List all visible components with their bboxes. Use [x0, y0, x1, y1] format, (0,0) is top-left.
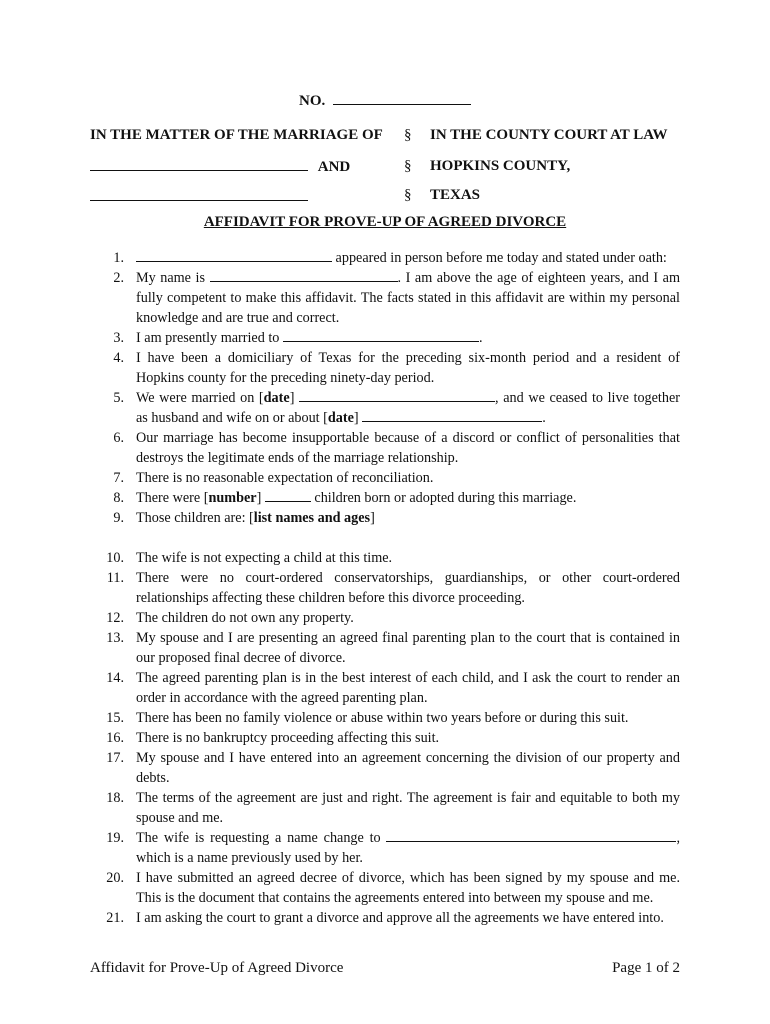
case-number [0, 92, 770, 110]
caption-left-3 [90, 188, 308, 206]
item-number: 5. [113, 390, 124, 406]
item-number: 21. [106, 910, 124, 926]
item-number: 3. [113, 330, 124, 346]
item-text: Those children are: [ [136, 510, 254, 526]
item-text: The agreed parenting plan is in the best interest of each child, and I ask the court to render an order in accordance with the agreed parenting plan. [136, 670, 680, 706]
affiant-name-blank[interactable] [136, 249, 332, 262]
list-item [0, 488, 770, 508]
caption-right-2: HOPKINS COUNTY, [430, 158, 571, 174]
item-number: 1. [113, 250, 124, 266]
list-item [0, 508, 770, 528]
marriage-date-blank[interactable] [299, 389, 495, 402]
document-title: AFFIDAVIT FOR PROVE-UP OF AGREED DIVORCE [203, 214, 567, 230]
list-item [0, 668, 770, 708]
list-item [0, 548, 770, 568]
item-number: 19. [106, 830, 124, 846]
item-number: 20. [106, 870, 124, 886]
item-text: , and we ceased to live together as husband and wife on or about [ [136, 390, 680, 426]
item-text: There is no reasonable expectation of reconciliation. [136, 470, 434, 486]
affidavit-statements [0, 248, 770, 928]
item-text: . I am above the age of eighteen years, and I am fully competent to make this affidavit. The facts stated in this affidavit are within my personal knowledge and are true and correct. [136, 270, 680, 326]
caption-right-3: TEXAS [430, 187, 481, 203]
list-item [0, 628, 770, 668]
item-number: 18. [106, 790, 124, 806]
list-item [0, 868, 770, 908]
item-number: 7. [113, 470, 124, 486]
item-text: I am asking the court to grant a divorce and approve all the agreements we have entered into. [136, 910, 664, 926]
item-number: 8. [113, 490, 124, 506]
list-item [0, 828, 770, 868]
item-number: 14. [106, 670, 124, 686]
party-1-blank[interactable] [90, 158, 308, 171]
item-text: The wife is not expecting a child at this time. [136, 550, 393, 566]
caption-left-2 [90, 158, 350, 176]
list-item [0, 908, 770, 928]
item-text: The wife is requesting a name change to [136, 830, 387, 846]
list-item [0, 328, 770, 348]
item-text: My spouse and I have entered into an agreement concerning the division of our property and debts. [136, 750, 680, 786]
page-number: Page 1 of 2 [612, 960, 680, 976]
item-text: We were married on [ [136, 390, 264, 406]
item-text: ] [256, 490, 265, 506]
item-number: 13. [106, 630, 124, 646]
item-number: 15. [106, 710, 124, 726]
item-text: ] [289, 390, 300, 406]
item-number: 4. [113, 350, 124, 366]
section-symbol-3: § [404, 187, 412, 203]
list-item [0, 608, 770, 628]
list-item [0, 268, 770, 328]
date-placeholder: date [263, 390, 290, 406]
item-number: 16. [106, 730, 124, 746]
item-number: 12. [106, 610, 124, 626]
item-text: My name is [136, 270, 210, 286]
list-item [0, 748, 770, 788]
item-text: There has been no family violence or abuse within two years before or during this suit. [136, 710, 629, 726]
item-text: There is no bankruptcy proceeding affecting this suit. [136, 730, 440, 746]
list-item [0, 428, 770, 468]
list-item [0, 248, 770, 268]
item-text: There were [ [136, 490, 209, 506]
caption-right-1: IN THE COUNTY COURT AT LAW [430, 127, 668, 143]
my-name-blank[interactable] [210, 269, 398, 282]
requested-name-blank[interactable] [386, 829, 676, 842]
item-text: . [478, 330, 483, 346]
footer-title: Affidavit for Prove-Up of Agreed Divorce [90, 960, 344, 976]
item-text: , which is a name previously used by her. [136, 830, 680, 866]
item-text: ] [370, 510, 375, 526]
list-item [0, 568, 770, 608]
item-text: I have submitted an agreed decree of divorce, which has been signed by my spouse and me. This is the document that contains the agreements entered into between my spouse and me. [136, 870, 680, 906]
children-count-blank[interactable] [265, 489, 311, 502]
case-number-label: NO. [299, 93, 326, 109]
item-number: 11. [106, 570, 124, 586]
section-symbol-1: § [404, 127, 412, 143]
list-item [0, 788, 770, 828]
item-text: The terms of the agreement are just and right. The agreement is fair and equitable to both my spouse and me. [136, 790, 680, 826]
item-number: 6. [113, 430, 124, 446]
spouse-name-blank[interactable] [283, 329, 479, 342]
list-item [0, 708, 770, 728]
item-text: appeared in person before me today and stated under oath: [332, 250, 667, 266]
list-item [0, 728, 770, 748]
item-text: I am presently married to [136, 330, 283, 346]
item-number: 10. [106, 550, 124, 566]
list-item [0, 388, 770, 428]
number-placeholder: number [208, 490, 257, 506]
item-number: 9. [113, 510, 124, 526]
item-number: 17. [106, 750, 124, 766]
item-text: ] [353, 410, 363, 426]
separation-date-blank[interactable] [362, 409, 542, 422]
list-item [0, 468, 770, 488]
section-symbol-2: § [404, 158, 412, 174]
caption-left-1: IN THE MATTER OF THE MARRIAGE OF [90, 127, 383, 143]
item-text: children born or adopted during this marriage. [310, 490, 577, 506]
item-text: My spouse and I are presenting an agreed final parenting plan to the court that is contained in our proposed final decree of divorce. [136, 630, 680, 666]
item-text: . [542, 410, 546, 426]
item-text: I have been a domiciliary of Texas for the preceding six-month period and a resident of Hopkins county for the preceding ninety-day period. [136, 350, 680, 386]
item-text: Our marriage has become insupportable because of a discord or conflict of personalities that destroys the legitimate ends of the marriage relationship. [136, 430, 680, 466]
item-text: There were no court-ordered conservatorships, guardianships, or other court-ordered relationships affecting these children before this divorce proceeding. [136, 570, 680, 606]
item-number: 2. [113, 270, 124, 286]
names-ages-placeholder: list names and ages [253, 510, 371, 526]
caption-and: AND [317, 159, 351, 175]
list-item [0, 348, 770, 388]
date-placeholder: date [327, 410, 354, 426]
case-number-blank[interactable] [333, 92, 471, 105]
item-text: The children do not own any property. [136, 610, 354, 626]
party-2-blank[interactable] [90, 188, 308, 201]
